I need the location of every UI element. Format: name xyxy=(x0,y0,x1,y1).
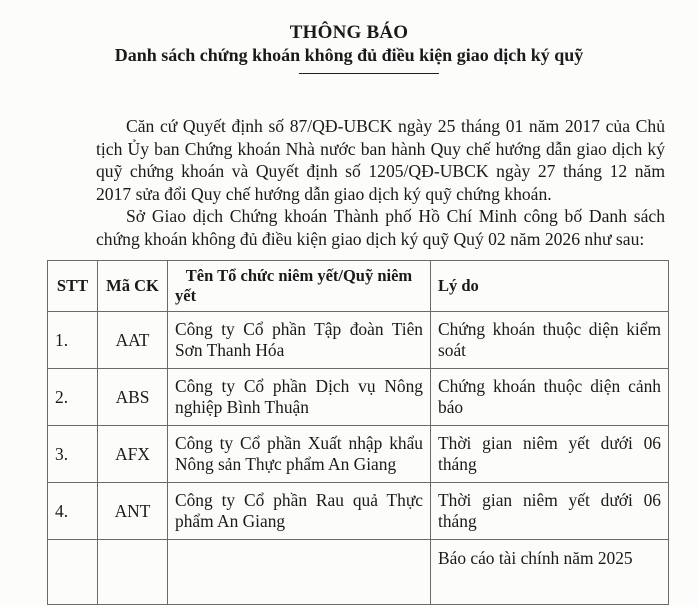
row-reason: Chứng khoán thuộc diện cảnh báo xyxy=(431,369,669,426)
title-divider xyxy=(299,73,439,74)
row-reason: Báo cáo tài chính năm 2025 xyxy=(431,540,669,605)
row-name: Công ty Cổ phần Rau quả Thực phẩm An Giang xyxy=(168,483,431,540)
row-reason: Chứng khoán thuộc diện kiểm soát xyxy=(431,312,669,369)
row-reason: Thời gian niêm yết dưới 06 tháng xyxy=(431,483,669,540)
legal-basis-paragraph: Căn cứ Quyết định số 87/QĐ-UBCK ngày 25 tháng 01 năm 2017 của Chủ tịch Ủy ban Chứng khoán Nhà nước ban hành Quy chế hướng dẫn giao dịch ký quỹ chứng khoán và Quyết định số 1205/QĐ-UBCK ngày 27 tháng 12 năm 2017 sửa đổi Quy chế hướng dẫn giao dịch ký quỹ chứng khoán. xyxy=(96,116,665,204)
header-reason: Lý do xyxy=(431,261,669,312)
row-code: ANT xyxy=(98,483,168,540)
row-stt: 1. xyxy=(48,312,98,369)
table-row xyxy=(48,426,669,483)
table-row xyxy=(48,312,669,369)
table-row xyxy=(48,369,669,426)
document-subtitle: Danh sách chứng khoán không đủ điều kiện giao dịch ký quỹ xyxy=(114,45,584,65)
row-stt: 4. xyxy=(48,483,98,540)
table-header-row xyxy=(48,261,669,312)
row-reason: Thời gian niêm yết dưới 06 tháng xyxy=(431,426,669,483)
row-name xyxy=(168,540,431,605)
ineligible-securities-table xyxy=(47,260,669,605)
row-stt: 3. xyxy=(48,426,98,483)
header-code: Mã CK xyxy=(98,261,168,312)
table-row xyxy=(48,540,669,605)
row-name: Công ty Cổ phần Xuất nhập khẩu Nông sản Thực phẩm An Giang xyxy=(168,426,431,483)
row-code: AFX xyxy=(98,426,168,483)
table-row xyxy=(48,483,669,540)
row-name: Công ty Cổ phần Dịch vụ Nông nghiệp Bình Thuận xyxy=(168,369,431,426)
row-stt: 2. xyxy=(48,369,98,426)
row-code: ABS xyxy=(98,369,168,426)
header-name: Tên Tổ chức niêm yết/Quỹ niêm yết xyxy=(168,261,431,312)
row-code: AAT xyxy=(98,312,168,369)
row-name: Công ty Cổ phần Tập đoàn Tiên Sơn Thanh Hóa xyxy=(168,312,431,369)
announcement-paragraph: Sở Giao dịch Chứng khoán Thành phố Hồ Chí Minh công bố Danh sách chứng khoán không đủ điều kiện giao dịch ký quỹ Quý 02 năm 2026 như sau: xyxy=(96,206,665,249)
header-stt: STT xyxy=(48,261,98,312)
row-code xyxy=(98,540,168,605)
row-stt xyxy=(48,540,98,605)
document-title: THÔNG BÁO xyxy=(289,22,409,43)
